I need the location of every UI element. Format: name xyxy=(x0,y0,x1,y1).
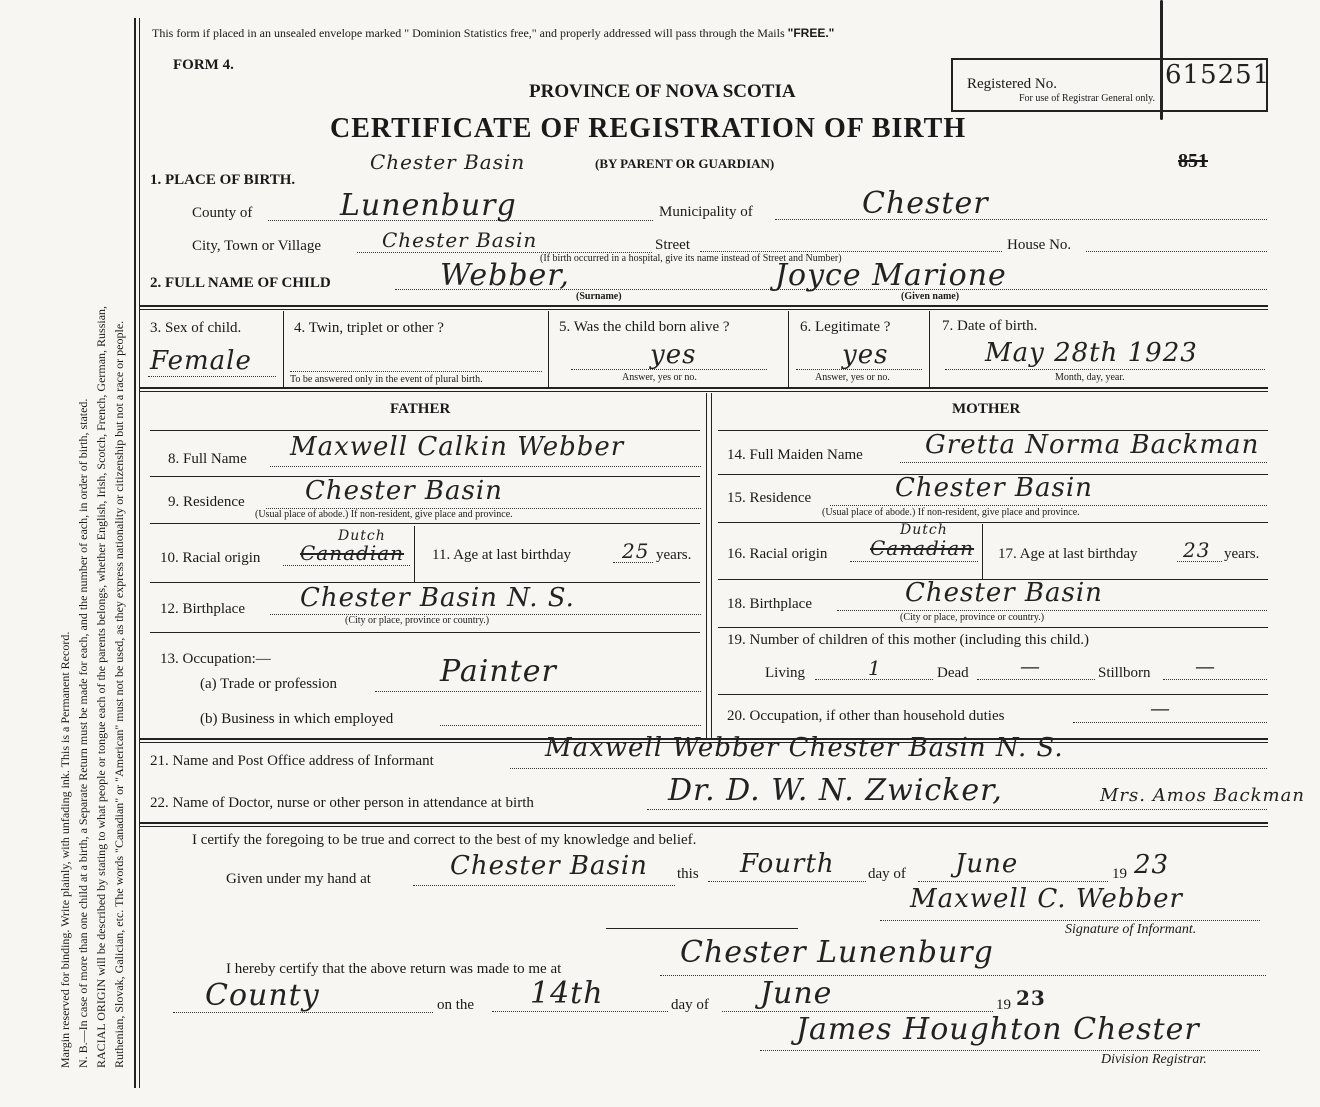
father-birthplace-caption: (City or place, province or country.) xyxy=(345,615,490,626)
stamp-number: 851 xyxy=(1178,150,1208,172)
dead-value: — xyxy=(1020,654,1041,678)
city-value: Chester Basin xyxy=(382,228,538,252)
father-years-label: years. xyxy=(656,547,692,563)
given-day-of-label: day of xyxy=(868,866,906,882)
father-name-value: Maxwell Calkin Webber xyxy=(290,432,625,462)
child-surname: Webber, xyxy=(440,258,570,293)
dead-label: Dead xyxy=(937,665,969,681)
living-label: Living xyxy=(765,665,805,681)
mother-residence-value: Chester Basin xyxy=(895,473,1093,503)
mother-name-value: Gretta Norma Backman xyxy=(925,430,1260,460)
child-given-name: Joyce Marione xyxy=(775,258,1007,293)
free-label: "FREE." xyxy=(787,26,835,40)
father-residence-value: Chester Basin xyxy=(305,476,503,506)
father-heading: FATHER xyxy=(390,401,451,417)
certify-statement: I certify the foregoing to be true and correct to the best of my knowledge and belief. xyxy=(192,832,697,848)
born-alive-caption: Answer, yes or no. xyxy=(622,372,697,383)
municipality-value: Chester xyxy=(862,186,989,221)
mother-years-label: years. xyxy=(1224,546,1260,562)
registrar-day-of-label: day of xyxy=(671,997,709,1013)
mother-age-value: 23 xyxy=(1183,538,1211,562)
registrar-use-note: For use of Registrar General only. xyxy=(1019,93,1155,104)
father-age-label: 11. Age at last birthday xyxy=(432,547,571,563)
mother-heading: MOTHER xyxy=(952,401,1021,417)
registrar-on-the-label: on the xyxy=(437,997,475,1013)
county-value: Lunenburg xyxy=(340,188,517,223)
dob-value: May 28th 1923 xyxy=(985,338,1198,368)
mother-occupation-label: 20. Occupation, if other than household duties xyxy=(727,708,1005,724)
mother-birthplace-caption: (City or place, province or country.) xyxy=(900,612,1045,623)
by-parent-label: (BY PARENT OR GUARDIAN) xyxy=(595,156,775,171)
doctor-label: 22. Name of Doctor, nurse or other person in attendance at birth xyxy=(150,795,534,811)
legitimate-caption: Answer, yes or no. xyxy=(815,372,890,383)
mother-residence-label: 15. Residence xyxy=(727,490,812,506)
mother-racial-above: Dutch xyxy=(900,522,948,538)
place-of-birth-label: 1. PLACE OF BIRTH. xyxy=(150,172,296,188)
sex-value: Female xyxy=(150,346,252,376)
registered-number: 615251 xyxy=(1165,60,1271,90)
doctor-value: Dr. D. W. N. Zwicker, xyxy=(668,773,1003,808)
born-alive-value: yes xyxy=(650,340,697,370)
informant-signature-caption: Signature of Informant. xyxy=(1065,922,1197,937)
stillborn-value: — xyxy=(1195,654,1216,678)
registrar-statement: I hereby certify that the above return was made to me at xyxy=(226,961,562,977)
margin-note-4: Ruthenian, Slovak, Galician, etc. The words "Canadian" or "American" must not be used, as they express nationality or citizenship but not a race or people. xyxy=(112,320,126,1068)
father-business-label: (b) Business in which employed xyxy=(200,711,394,727)
twin-caption: To be answered only in the event of plural birth. xyxy=(290,374,483,385)
doctor-value-2: Mrs. Amos Backman xyxy=(1100,785,1305,806)
dob-label: 7. Date of birth. xyxy=(942,318,1038,334)
child-name-label: 2. FULL NAME OF CHILD xyxy=(150,275,331,291)
center-divider xyxy=(706,393,707,738)
province-heading: PROVINCE OF NOVA SCOTIA xyxy=(529,81,796,102)
given-place-value: Chester Basin xyxy=(450,851,648,881)
registrar-signature: James Houghton Chester xyxy=(796,1012,1200,1047)
legitimate-value: yes xyxy=(842,340,889,370)
mother-racial-value: Canadian xyxy=(870,536,975,560)
form-number: FORM 4. xyxy=(173,57,234,73)
place-scribble: Chester Basin xyxy=(370,150,526,174)
informant-signature: Maxwell C. Webber xyxy=(910,884,1183,914)
street-label: Street xyxy=(655,237,690,253)
registered-label: Registered No. xyxy=(967,76,1057,92)
municipality-label: Municipality of xyxy=(659,204,753,220)
bracket-mark xyxy=(1160,0,1163,120)
given-under-hand-label: Given under my hand at xyxy=(226,871,371,887)
this-label: this xyxy=(677,866,699,882)
father-racial-label: 10. Racial origin xyxy=(160,550,261,566)
given-day-value: Fourth xyxy=(740,849,835,879)
born-alive-label: 5. Was the child born alive ? xyxy=(559,319,730,335)
children-count-label: 19. Number of children of this mother (including this child.) xyxy=(727,632,1090,648)
registrar-year-value: 23 xyxy=(1016,986,1046,1010)
given-name-caption: (Given name) xyxy=(901,291,960,302)
father-residence-caption: (Usual place of abode.) If non-resident, give place and province. xyxy=(255,509,513,520)
legitimate-label: 6. Legitimate ? xyxy=(800,319,891,335)
surname-caption: (Surname) xyxy=(576,291,622,302)
county-label: County of xyxy=(192,205,253,221)
city-label: City, Town or Village xyxy=(192,238,322,254)
mother-age-label: 17. Age at last birthday xyxy=(998,546,1138,562)
registrar-place-value: Chester Lunenburg xyxy=(680,935,994,970)
father-trade-label: (a) Trade or profession xyxy=(200,676,338,692)
father-racial-above: Dutch xyxy=(338,528,386,544)
envelope-note: This form if placed in an unsealed envelope marked " Dominion Statistics free," and properly addressed will pass through the Mails "FREE." xyxy=(152,26,835,40)
father-occupation-label: 13. Occupation:— xyxy=(160,651,271,667)
registrar-year-prefix: 19 xyxy=(996,997,1011,1013)
left-border xyxy=(134,18,136,1088)
informant-value: Maxwell Webber Chester Basin N. S. xyxy=(545,733,1064,763)
living-value: 1 xyxy=(868,656,882,680)
registrar-day-value: 14th xyxy=(530,976,604,1011)
margin-note-1: Margin reserved for binding. Write plainly, with unfading ink. This is a Permanent Record. xyxy=(58,631,72,1068)
twin-label: 4. Twin, triplet or other ? xyxy=(294,320,444,336)
father-racial-value: Canadian xyxy=(300,541,405,565)
left-border-inner xyxy=(139,18,140,1088)
margin-note-3: RACIAL ORIGIN will be described by stating to what people or tongue each of the parents belongs, whether English, Irish, Scotch, French, German, Russian, xyxy=(94,305,108,1068)
house-no-label: House No. xyxy=(1007,237,1072,253)
father-name-label: 8. Full Name xyxy=(168,451,247,467)
mother-racial-label: 16. Racial origin xyxy=(727,546,828,562)
registrar-month-value: June xyxy=(760,976,833,1011)
mother-name-label: 14. Full Maiden Name xyxy=(727,447,863,463)
father-birthplace-label: 12. Birthplace xyxy=(160,601,245,617)
informant-label: 21. Name and Post Office address of Informant xyxy=(150,753,434,769)
father-age-value: 25 xyxy=(622,539,650,563)
certificate-title: CERTIFICATE OF REGISTRATION OF BIRTH xyxy=(330,113,967,144)
registrar-place-value-2: County xyxy=(205,978,320,1013)
dob-caption: Month, day, year. xyxy=(1055,372,1125,383)
hospital-note: (If birth occurred in a hospital, give its name instead of Street and Number) xyxy=(540,253,842,264)
given-year-prefix: 19 xyxy=(1112,866,1127,882)
father-trade-value: Painter xyxy=(440,654,557,689)
sex-label: 3. Sex of child. xyxy=(150,320,242,336)
registrar-caption: Division Registrar. xyxy=(1101,1052,1207,1067)
given-month-value: June xyxy=(955,849,1019,879)
given-year-value: 23 xyxy=(1134,850,1170,880)
mother-birthplace-label: 18. Birthplace xyxy=(727,596,812,612)
stillborn-label: Stillborn xyxy=(1098,665,1151,681)
mother-residence-caption: (Usual place of abode.) If non-resident, give place and province. xyxy=(822,507,1080,518)
margin-note-2: N. B.—In case of more than one child at a birth, a Separate Return must be made for each, and the number of each, in order of birth, stated. xyxy=(76,398,90,1068)
father-residence-label: 9. Residence xyxy=(168,494,245,510)
mother-birthplace-value: Chester Basin xyxy=(905,578,1103,608)
mother-occupation-value: — xyxy=(1150,696,1171,720)
father-birthplace-value: Chester Basin N. S. xyxy=(300,583,575,613)
